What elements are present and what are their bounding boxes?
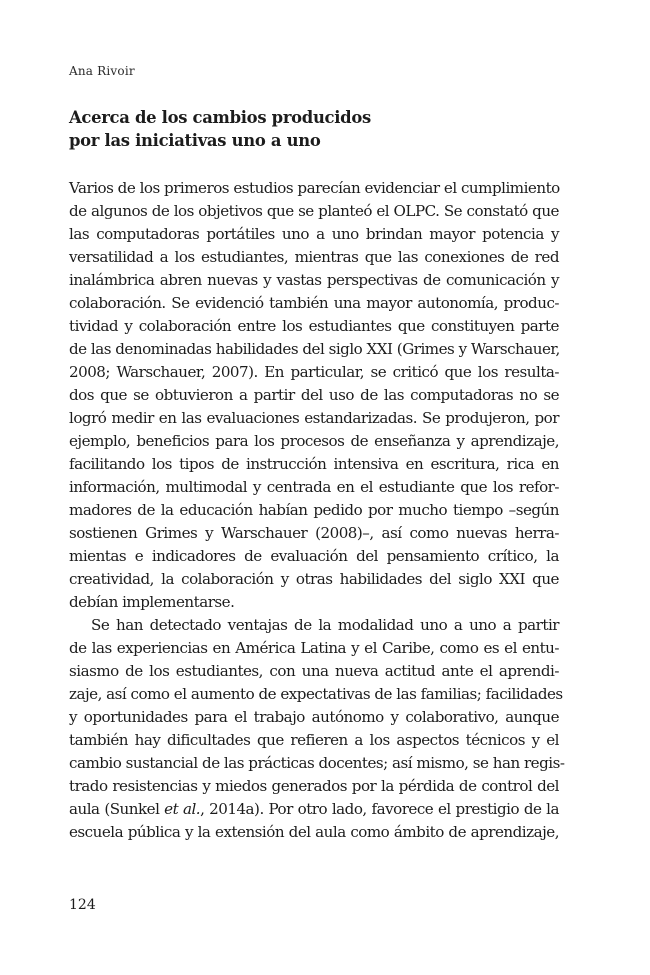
text-line: dos que se obtuvieron a partir del uso de las computadoras no se [69, 386, 559, 404]
text-line: de algunos de los objetivos que se planteó el OLPC. Se constató que [69, 202, 559, 220]
section-title-line: Acerca de los cambios producidos [69, 108, 371, 127]
text-line: logró medir en las evaluaciones estandarizadas. Se produjeron, por [69, 409, 559, 427]
text-line: creatividad, la colaboración y otras habilidades del siglo XXI que [69, 570, 559, 588]
citation-et-al: et al. [164, 800, 201, 818]
section-title [69, 106, 569, 152]
page-number: 124 [69, 897, 96, 913]
text-line: 2008; Warschauer, 2007). En particular, se criticó que los resulta- [69, 363, 559, 381]
text-line: facilitando los tipos de instrucción intensiva en escritura, rica en [69, 455, 559, 473]
text-line: Se han detectado ventajas de la modalidad uno a uno a partir [91, 616, 559, 634]
text-line: información, multimodal y centrada en el estudiante que los refor- [69, 478, 559, 496]
text-line: ejemplo, beneficios para los procesos de enseñanza y aprendizaje, [69, 432, 559, 450]
text-line: Varios de los primeros estudios parecían evidenciar el cumplimiento [69, 179, 560, 197]
text-line: y oportunidades para el trabajo autónomo y colaborativo, aunque [69, 708, 559, 726]
text-line: siasmo de los estudiantes, con una nueva actitud ante el aprendi- [69, 662, 559, 680]
running-head: Ana Rivoir [69, 64, 135, 78]
text-line: zaje, así como el aumento de expectativas de las familias; facilidades [69, 685, 563, 703]
section-title-line: por las iniciativas uno a uno [69, 131, 321, 150]
text-line: sostienen Grimes y Warschauer (2008)–, así como nuevas herra- [69, 524, 559, 542]
text-line: de las denominadas habilidades del siglo XXI (Grimes y Warschauer, [69, 340, 560, 358]
text-line: mientas e indicadores de evaluación del pensamiento crítico, la [69, 547, 559, 565]
text-line: también hay dificultades que refieren a los aspectos técnicos y el [69, 731, 559, 749]
text-line: trado resistencias y miedos generados por la pérdida de control del [69, 777, 559, 795]
text-line: colaboración. Se evidenció también una mayor autonomía, produc- [69, 294, 559, 312]
paragraph-2 [69, 614, 565, 844]
body-text [69, 177, 565, 844]
paragraph-1 [69, 177, 559, 614]
text-line: escuela pública y la extensión del aula como ámbito de aprendizaje, [69, 823, 559, 841]
text-line: tividad y colaboración entre los estudiantes que constituyen parte [69, 317, 559, 335]
text-line: aula (Sunkel et al., 2014a). Por otro lado, favorece el prestigio de la [69, 800, 560, 818]
text-line: de las experiencias en América Latina y el Caribe, como es el entu- [69, 639, 559, 657]
text-line: debían implementarse. [69, 593, 235, 611]
text-line: las computadoras portátiles uno a uno brindan mayor potencia y [69, 225, 559, 243]
text-line: cambio sustancial de las prácticas docentes; así mismo, se han regis- [69, 754, 565, 772]
text-line: versatilidad a los estudiantes, mientras que las conexiones de red [69, 248, 559, 266]
text-line: madores de la educación habían pedido por mucho tiempo –según [69, 501, 559, 519]
text-line: inalámbrica abren nuevas y vastas perspectivas de comunicación y [69, 271, 559, 289]
